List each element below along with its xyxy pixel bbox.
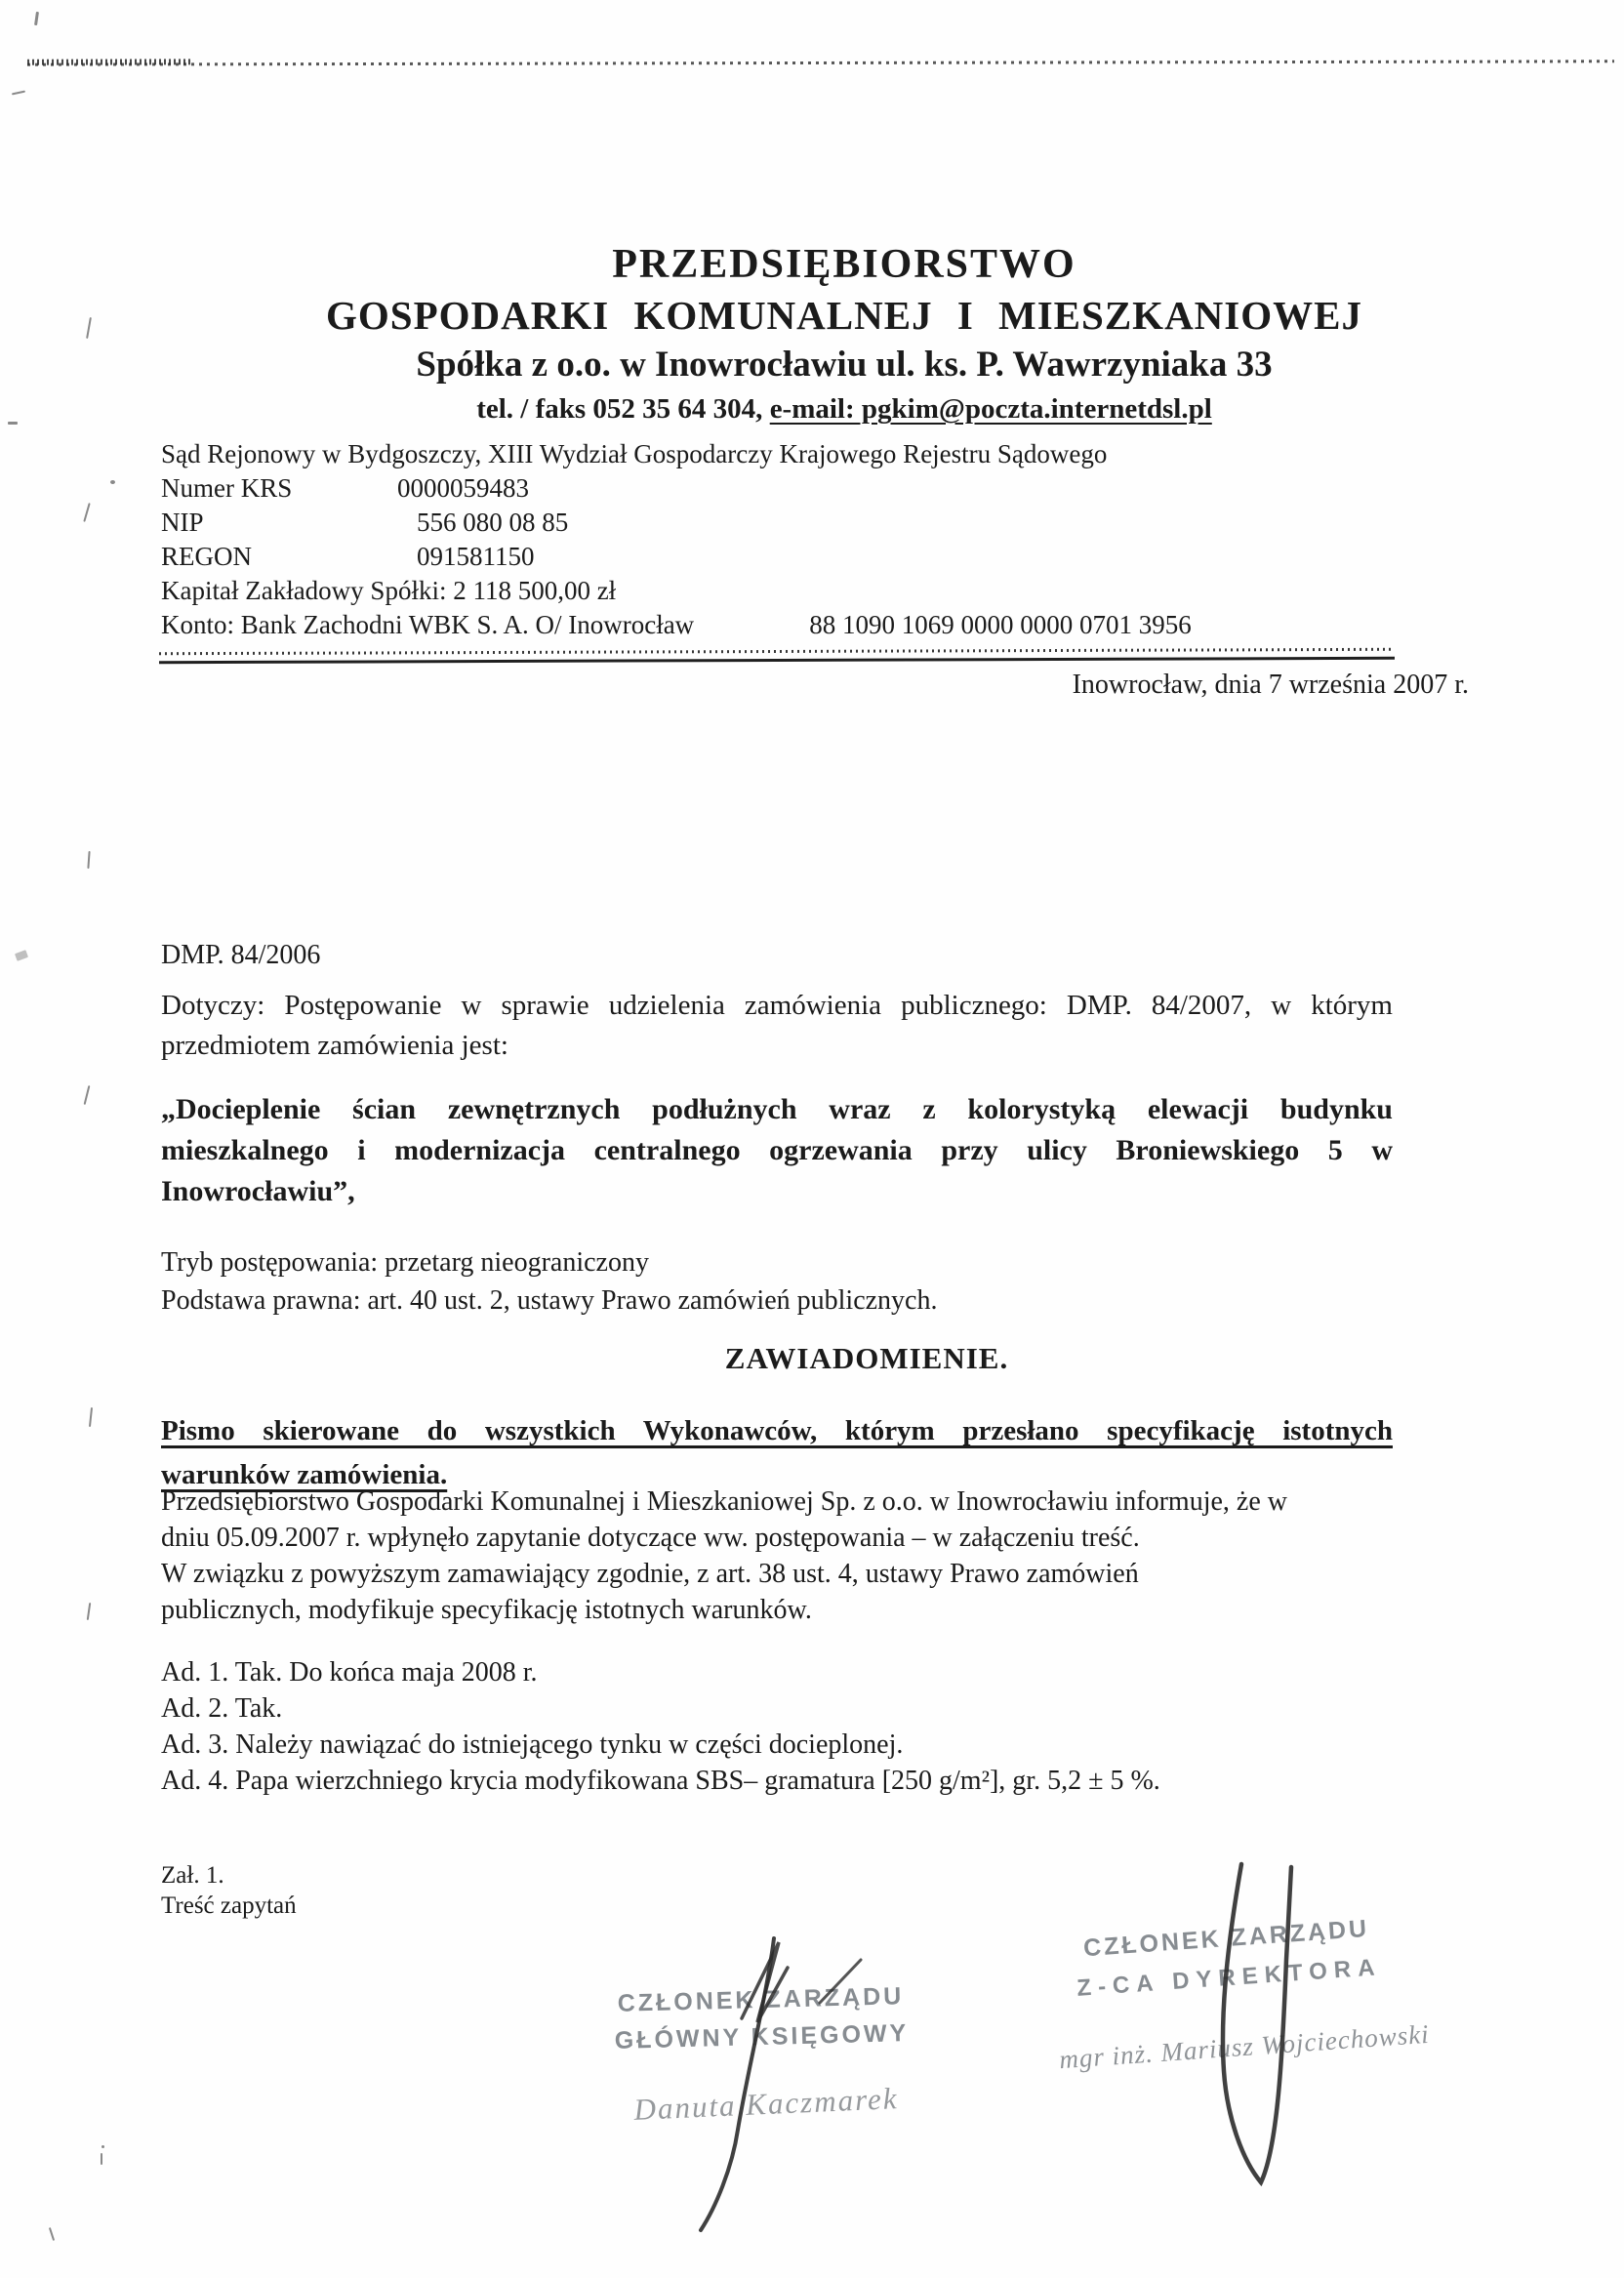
signature-stroke-right (1223, 1864, 1291, 2182)
scan-noise-mark (87, 1603, 91, 1620)
letterhead (161, 239, 1527, 429)
krs-value: 0000059483 (397, 473, 529, 503)
signature-name-right: mgr inż. Mariusz Wojciechowski (1058, 2018, 1431, 2075)
answer-item: Ad. 1. Tak. Do końca maja 2008 r. (161, 1657, 538, 1688)
registry-capital: Kapitał Zakładowy Spółki: 2 118 500,00 zł (161, 576, 617, 605)
scan-noise-mark (15, 950, 28, 961)
company-name-line1: PRZEDSIĘBIORSTWO (612, 242, 1076, 287)
scan-artifact-top-line (27, 60, 1614, 65)
answer-item: Ad. 4. Papa wierzchniego krycia modyfikowana SBS– gramatura [250 g/m²], gr. 5,2 ± 5 %. (161, 1766, 1160, 1796)
subject-line2: przedmiotem zamówienia jest: (161, 1030, 508, 1061)
email-address: e-mail: pgkim@poczta.internetdsl.pl (769, 393, 1212, 425)
scan-noise-mark (84, 1085, 91, 1105)
nip-label: NIP (161, 508, 204, 537)
order-title-line1: „Docieplenie ścian zewnętrznych podłużnych wraz z kolorystyką elewacji budynku (161, 1093, 1393, 1125)
stamp-left-line1: CZŁONEK ZARZĄDU (617, 1982, 905, 2017)
order-title-line3: Inowrocławiu”, (161, 1175, 355, 1207)
signature-name-left: Danuta Kaczmarek (632, 2081, 900, 2127)
answer-item: Ad. 3. Należy nawiązać do istniejącego tynku w części docieplonej. (161, 1729, 904, 1760)
answer-item: Ad. 2. Tak. (161, 1693, 283, 1724)
scan-noise-mark (110, 480, 115, 484)
attachment-line1: Zał. 1. (161, 1862, 224, 1889)
legal-basis: Podstawa prawna: art. 40 ust. 2, ustawy Prawo zamówień publicznych. (161, 1285, 938, 1316)
scan-noise-mark (83, 503, 90, 522)
body-line3: W związku z powyższym zamawiający zgodnie, z art. 38 ust. 4, ustawy Prawo zamówień (161, 1559, 1139, 1589)
stamp-right-line2: Z-CA DYREKTORA (1076, 1954, 1383, 2002)
scan-noise-mark (102, 2145, 104, 2148)
registry-regon (161, 540, 1401, 574)
scan-noise-mark (86, 317, 92, 339)
scan-noise-mark (87, 851, 90, 869)
attachment-line2: Treść zapytań (161, 1892, 297, 1919)
account-label: Konto: Bank Zachodni WBK S. A. O/ Inowrocław (161, 610, 695, 639)
company-address: Spółka z o.o. w Inowrocławiu ul. ks. P. Wawrzyniaka 33 (416, 345, 1273, 385)
registry-account (161, 608, 1401, 642)
company-contact (161, 388, 1527, 429)
company-name-line2: GOSPODARKI KOMUNALNEJ I MIESZKANIOWEJ (326, 293, 1362, 338)
registry-block (161, 437, 1401, 642)
body-line2: dniu 05.09.2007 r. wpłynęło zapytanie dotyczące ww. postępowania – w załączeniu treść. (161, 1523, 1140, 1553)
answers-list (161, 1654, 1393, 1799)
scan-noise-mark (8, 422, 18, 425)
handwritten-signature-strokes (547, 1835, 1522, 2278)
body-line4: publicznych, modyfikuje specyfikację istotnych warunków. (161, 1595, 812, 1625)
stamp-right-line1: CZŁONEK ZARZĄDU (1082, 1914, 1370, 1963)
date-line: Inowrocław, dnia 7 września 2007 r. (1072, 670, 1469, 700)
registry-krs (161, 471, 1401, 506)
body-line1: Przedsiębiorstwo Gospodarki Komunalnej i Mieszkaniowej Sp. z o.o. w Inowrocławiu informuje, że w (161, 1486, 1287, 1517)
scan-noise-mark (89, 1407, 93, 1427)
account-number: 88 1090 1069 0000 0000 0701 3956 (809, 610, 1192, 639)
order-title-line2: mieszkalnego i modernizacja centralnego ogrzewania przy ulicy Broniewskiego 5 w (161, 1134, 1393, 1166)
subject-paragraph (161, 986, 1393, 1066)
krs-label: Numer KRS (161, 473, 293, 503)
registry-court: Sąd Rejonowy w Bydgoszczy, XIII Wydział Gospodarczy Krajowego Rejestru Sądowego (161, 439, 1108, 468)
regon-label: REGON (161, 542, 252, 571)
dotted-separator (159, 650, 1395, 664)
stamp-left-line2: GŁÓWNY KSIĘGOWY (614, 2019, 910, 2054)
procedure-type: Tryb postępowania: przetarg nieograniczony (161, 1247, 649, 1278)
body-paragraphs (161, 1484, 1393, 1628)
order-title (161, 1089, 1393, 1212)
notice-heading-line2: warunków zamówienia. (161, 1459, 448, 1490)
nip-value: 556 080 08 85 (417, 508, 569, 537)
scan-noise-mark (101, 2153, 102, 2165)
scan-noise-mark (12, 91, 25, 96)
notice-title: ZAWIADOMIENIE. (724, 1341, 1009, 1375)
signature-stroke-left (701, 1938, 774, 2230)
phone-fax: tel. / faks 052 35 64 304, (476, 393, 770, 425)
regon-value: 091581150 (417, 542, 535, 571)
subject-line1: Dotyczy: Postępowanie w sprawie udzielenia zamówienia publicznego: DMP. 84/2007, w którym (161, 990, 1393, 1021)
scan-noise-mark (49, 2227, 55, 2241)
reference-number: DMP. 84/2006 (161, 940, 321, 970)
notice-heading-line1: Pismo skierowane do wszystkich Wykonawców, którym przesłano specyfikację istotnych (161, 1415, 1393, 1446)
scan-noise-mark (34, 12, 39, 25)
registry-nip (161, 506, 1401, 540)
